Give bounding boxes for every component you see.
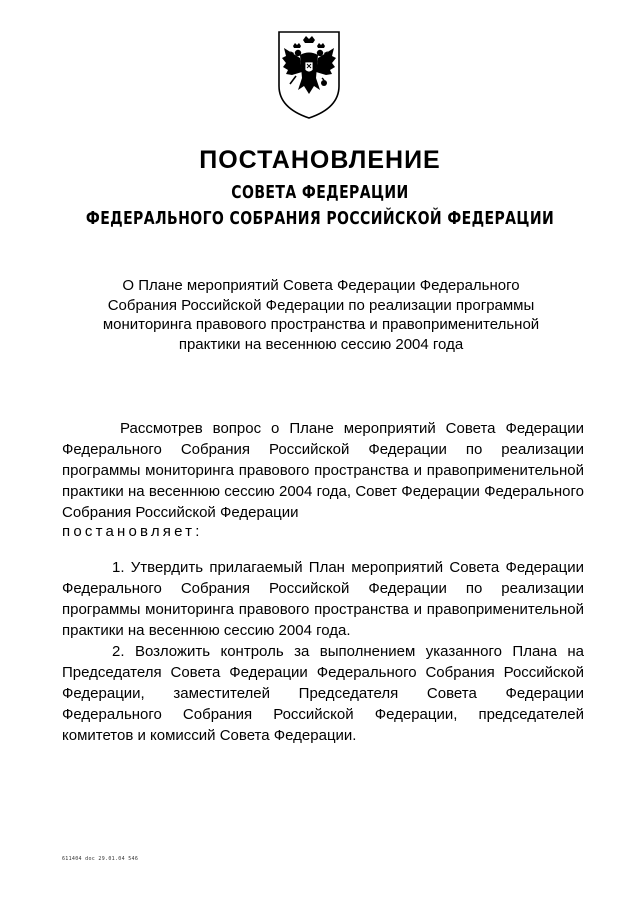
footer-document-code: 611404 doc 29.01.04 546 [62,856,139,862]
document-subtitle-line2: ФЕДЕРАЛЬНОГО СОБРАНИЯ РОССИЙСКОЙ ФЕДЕРАЦИИ [85,208,555,229]
resolves-word: постановляет: [62,523,203,540]
document-subtitle-line1: СОВЕТА ФЕДЕРАЦИИ [231,182,409,203]
russian-coat-of-arms-icon [276,28,342,124]
document-title: ПОСТАНОВЛЕНИЕ [199,146,441,174]
resolution-item-1: 1. Утвердить прилагаемый План мероприятий Совета Федерации Федерального Собрания Российской Федерации по реализации программы мониторинга правового пространства и правоприменительной практики на весеннюю сессию 2004 года. [62,559,584,639]
intro-paragraph: Рассмотрев вопрос о Плане мероприятий Совета Федерации Федерального Собрания Российской Федерации по реализации программы мониторинга правового пространства и правоприменительной практики на весеннюю сессию 2004 года, Совет Федерации Федерального Собрания Российской Федерации [62,420,584,521]
resolution-item-2: 2. Возложить контроль за выполнением указанного Плана на Председателя Совета Федерации Федерального Собрания Российской Федерации, заместителей Председателя Совета Федерации Федерального Собрания Российской Федерации, председателей комитетов и комиссий Совета Федерации. [62,643,584,744]
document-subject: О Плане мероприятий Совета Федерации Федерального Собрания Российской Федерации по реализации программы мониторинга правового пространства и правоприменительной практики на весеннюю сессию 2004 года [102,277,540,353]
